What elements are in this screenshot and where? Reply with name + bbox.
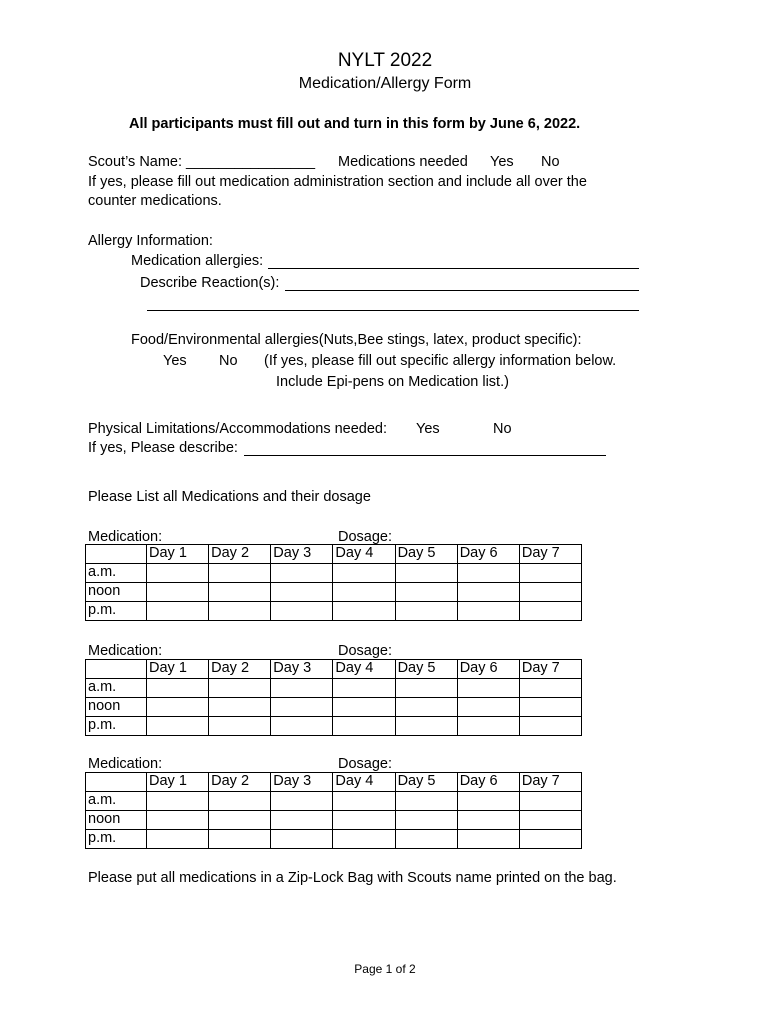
- dose-cell[interactable]: [271, 717, 333, 736]
- dose-cell[interactable]: [209, 792, 271, 811]
- dose-cell[interactable]: [457, 564, 519, 583]
- table-row: [86, 717, 582, 736]
- physical-limitations-label: Physical Limitations/Accommodations needed:: [88, 421, 388, 437]
- day-header: Day 7: [519, 545, 581, 564]
- dose-cell[interactable]: [271, 811, 333, 830]
- day-header: Day 5: [395, 660, 457, 679]
- scout-name-label[interactable]: Scout’s Name: ________________: [88, 154, 316, 170]
- dose-cell[interactable]: [271, 792, 333, 811]
- day-header: Day 1: [147, 660, 209, 679]
- medication-note-line-2: counter medications.: [88, 193, 222, 209]
- dose-cell[interactable]: [209, 717, 271, 736]
- table-row: [86, 679, 582, 698]
- dose-cell[interactable]: [519, 698, 581, 717]
- table-header-row: [86, 660, 582, 679]
- table-row: [86, 792, 582, 811]
- describe-reaction-label: Describe Reaction(s):: [140, 275, 280, 291]
- dose-cell[interactable]: [395, 602, 457, 621]
- dose-cell[interactable]: [271, 830, 333, 849]
- dose-cell[interactable]: [395, 698, 457, 717]
- dose-cell[interactable]: [147, 698, 209, 717]
- physical-limitations-no[interactable]: No: [493, 421, 512, 437]
- describe-reaction-line-2[interactable]: [147, 310, 639, 311]
- dose-cell[interactable]: [457, 811, 519, 830]
- dose-cell[interactable]: [395, 830, 457, 849]
- medication-label[interactable]: Medication:: [88, 529, 163, 545]
- day-header: Day 2: [209, 773, 271, 792]
- table-row: [86, 602, 582, 621]
- table-row: [86, 564, 582, 583]
- dose-cell[interactable]: [395, 564, 457, 583]
- table-cell: [86, 660, 147, 679]
- physical-limitations-yes[interactable]: Yes: [416, 421, 440, 437]
- zip-lock-instruction: Please put all medications in a Zip-Lock Bag with Scouts name printed on the bag.: [88, 870, 617, 886]
- dose-cell[interactable]: [209, 564, 271, 583]
- medication-schedule-table: [85, 772, 582, 849]
- dose-cell[interactable]: [147, 564, 209, 583]
- time-label: p.m.: [86, 830, 147, 849]
- time-label: p.m.: [86, 717, 147, 736]
- medication-schedule-table: [85, 659, 582, 736]
- dose-cell[interactable]: [333, 602, 395, 621]
- table-row: [86, 698, 582, 717]
- form-title: NYLT 2022: [337, 50, 433, 71]
- dose-cell[interactable]: [519, 811, 581, 830]
- dose-cell[interactable]: [147, 679, 209, 698]
- page-number: Page 1 of 2: [354, 962, 416, 976]
- allergy-heading: Allergy Information:: [88, 233, 213, 249]
- dose-cell[interactable]: [209, 602, 271, 621]
- medication-schedule-table: [85, 544, 582, 621]
- dose-cell[interactable]: [457, 602, 519, 621]
- day-header: Day 3: [271, 660, 333, 679]
- food-allergy-note-line-1: (If yes, please fill out specific allergy information below.: [264, 353, 617, 369]
- dose-cell[interactable]: [395, 679, 457, 698]
- dose-cell[interactable]: [271, 564, 333, 583]
- day-header: Day 7: [519, 660, 581, 679]
- table-row: [86, 830, 582, 849]
- dose-cell[interactable]: [333, 583, 395, 602]
- dose-cell[interactable]: [333, 717, 395, 736]
- day-header: Day 6: [457, 773, 519, 792]
- day-header: Day 4: [333, 773, 395, 792]
- medication-allergies-label: Medication allergies:: [131, 253, 264, 269]
- dose-cell[interactable]: [271, 583, 333, 602]
- dose-cell[interactable]: [457, 830, 519, 849]
- medication-allergies-line[interactable]: [268, 268, 639, 269]
- dose-cell[interactable]: [457, 717, 519, 736]
- medications-needed-label: Medications needed: [338, 154, 468, 170]
- medications-intro: Please List all Medications and their dosage: [88, 489, 371, 505]
- day-header: Day 2: [209, 545, 271, 564]
- dose-cell[interactable]: [147, 717, 209, 736]
- dose-cell[interactable]: [519, 830, 581, 849]
- dose-cell[interactable]: [333, 564, 395, 583]
- table-cell: [86, 545, 147, 564]
- dose-cell[interactable]: [519, 679, 581, 698]
- time-label: a.m.: [86, 792, 147, 811]
- deadline-instruction: All participants must fill out and turn in this form by June 6, 2022.: [129, 116, 581, 132]
- dose-cell[interactable]: [519, 792, 581, 811]
- day-header: Day 7: [519, 773, 581, 792]
- dose-cell[interactable]: [395, 792, 457, 811]
- form-subtitle: Medication/Allergy Form: [298, 75, 472, 92]
- dose-cell[interactable]: [395, 811, 457, 830]
- dose-cell[interactable]: [333, 679, 395, 698]
- time-label: a.m.: [86, 679, 147, 698]
- medication-label[interactable]: Medication:: [88, 756, 163, 772]
- medication-note-line-1: If yes, please fill out medication administration section and include all over the: [88, 174, 587, 190]
- time-label: a.m.: [86, 564, 147, 583]
- dose-cell[interactable]: [457, 583, 519, 602]
- day-header: Day 2: [209, 660, 271, 679]
- dose-cell[interactable]: [519, 583, 581, 602]
- dose-cell[interactable]: [333, 830, 395, 849]
- describe-reaction-line-1[interactable]: [285, 290, 639, 291]
- dose-cell[interactable]: [271, 679, 333, 698]
- dose-cell[interactable]: [519, 717, 581, 736]
- day-header: Day 4: [333, 545, 395, 564]
- food-allergy-no[interactable]: No: [219, 353, 238, 369]
- dose-cell[interactable]: [271, 602, 333, 621]
- dose-cell[interactable]: [457, 698, 519, 717]
- table-row: [86, 583, 582, 602]
- dose-cell[interactable]: [395, 717, 457, 736]
- table-header-row: [86, 773, 582, 792]
- dose-cell[interactable]: [209, 698, 271, 717]
- food-allergy-yes[interactable]: Yes: [163, 353, 187, 369]
- dose-cell[interactable]: [333, 792, 395, 811]
- dose-cell[interactable]: [147, 830, 209, 849]
- dose-cell[interactable]: [147, 583, 209, 602]
- day-header: Day 6: [457, 660, 519, 679]
- dose-cell[interactable]: [147, 792, 209, 811]
- time-label: noon: [86, 811, 147, 830]
- day-header: Day 6: [457, 545, 519, 564]
- day-header: Day 5: [395, 545, 457, 564]
- dose-cell[interactable]: [209, 583, 271, 602]
- dose-cell[interactable]: [147, 602, 209, 621]
- dose-cell[interactable]: [457, 679, 519, 698]
- day-header: Day 1: [147, 773, 209, 792]
- table-row: [86, 811, 582, 830]
- dose-cell[interactable]: [333, 698, 395, 717]
- time-label: p.m.: [86, 602, 147, 621]
- food-environmental-allergies-label: Food/Environmental allergies(Nuts,Bee stings, latex, product specific):: [131, 332, 582, 348]
- day-header: Day 3: [271, 545, 333, 564]
- dose-cell[interactable]: [209, 679, 271, 698]
- medications-needed-no[interactable]: No: [541, 154, 560, 170]
- dose-cell[interactable]: [457, 792, 519, 811]
- medications-needed-yes[interactable]: Yes: [490, 154, 514, 170]
- day-header: Day 5: [395, 773, 457, 792]
- dose-cell[interactable]: [395, 583, 457, 602]
- medication-label[interactable]: Medication:: [88, 643, 163, 659]
- time-label: noon: [86, 698, 147, 717]
- table-header-row: [86, 545, 582, 564]
- dosage-label[interactable]: Dosage:: [338, 529, 393, 545]
- time-label: noon: [86, 583, 147, 602]
- dose-cell[interactable]: [147, 811, 209, 830]
- physical-describe-label: If yes, Please describe:: [88, 440, 238, 456]
- dosage-label[interactable]: Dosage:: [338, 643, 393, 659]
- food-allergy-note-line-2: Include Epi-pens on Medication list.): [276, 374, 509, 390]
- dose-cell[interactable]: [519, 564, 581, 583]
- dose-cell[interactable]: [333, 811, 395, 830]
- dose-cell[interactable]: [209, 830, 271, 849]
- dosage-label[interactable]: Dosage:: [338, 756, 393, 772]
- dose-cell[interactable]: [271, 698, 333, 717]
- dose-cell[interactable]: [209, 811, 271, 830]
- day-header: Day 4: [333, 660, 395, 679]
- day-header: Day 3: [271, 773, 333, 792]
- dose-cell[interactable]: [519, 602, 581, 621]
- day-header: Day 1: [147, 545, 209, 564]
- physical-describe-line[interactable]: [244, 455, 606, 456]
- table-cell: [86, 773, 147, 792]
